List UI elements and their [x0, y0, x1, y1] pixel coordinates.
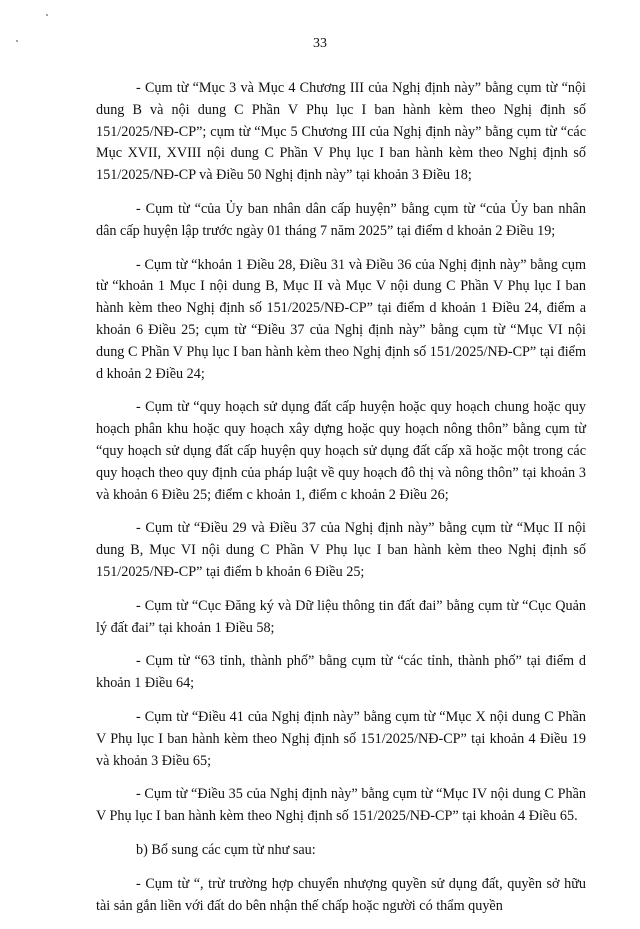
paragraph-amendment-6: - Cụm từ “Cục Đăng ký và Dữ liệu thông tin đất đai” bằng cụm từ “Cục Quản lý đất đai” tại khoản 1 Điều 58;: [96, 597, 586, 636]
paragraph-amendment-5: - Cụm từ “Điều 29 và Điều 37 của Nghị định này” bằng cụm từ “Mục II nội dung B, Mục VI nội dung C Phần V Phụ lục I ban hành kèm theo Nghị định số 151/2025/NĐ-CP” tại điểm b khoản 6 Điều 25;: [96, 520, 586, 580]
paragraph-amendment-2: - Cụm từ “của Ủy ban nhân dân cấp huyện” bằng cụm từ “của Ủy ban nhân dân cấp huyện lập trước ngày 01 tháng 7 năm 2025” tại điểm d khoản 2 Điều 19;: [96, 200, 586, 239]
paragraph-amendment-3: - Cụm từ “khoản 1 Điều 28, Điều 31 và Điều 36 của Nghị định này” bằng cụm từ “khoản 1 Mục I nội dung B, Mục II và Mục V nội dung C Phần V Phụ lục I ban hành kèm theo Nghị định số 151/2025/NĐ-CP” tại điểm d khoản 1 Điều 24, điểm a khoản 6 Điều 25; cụm từ “Điều 37 của Nghị định này” bằng cụm từ “Mục VI nội dung C Phần V Phụ lục I ban hành kèm theo Nghị định số 151/2025/NĐ-CP” tại điểm d khoản 2 Điều 24;: [96, 256, 586, 382]
document-body: [96, 78, 586, 929]
paragraph-amendment-4: - Cụm từ “quy hoạch sử dụng đất cấp huyện hoặc quy hoạch chung hoặc quy hoạch phân khu hoặc quy hoạch xây dựng hoặc quy hoạch nông thôn” bằng cụm từ “quy hoạch sử dụng đất cấp huyện quy hoạch sử dụng đất cấp xã hoặc một trong các quy hoạch theo quy định của pháp luật về quy hoạch đô thị và nông thôn” tại khoản 3 và khoản 6 Điều 25; điểm c khoản 1, điểm c khoản 2 Điều 26;: [96, 399, 586, 503]
page-number: 33: [313, 36, 327, 51]
paragraph-amendment-7: - Cụm từ “63 tỉnh, thành phố” bằng cụm từ “các tỉnh, thành phố” tại điểm d khoản 1 Điều 64;: [96, 653, 586, 692]
paragraph-amendment-8: - Cụm từ “Điều 41 của Nghị định này” bằng cụm từ “Mục X nội dung C Phần V Phụ lục I ban hành kèm theo Nghị định số 151/2025/NĐ-CP” tại khoản 4 Điều 19 và khoản 3 Điều 65;: [96, 708, 586, 769]
paragraph-amendment-9: - Cụm từ “Điều 35 của Nghị định này” bằng cụm từ “Mục IV nội dung C Phần V Phụ lục I ban hành kèm theo Nghị định số 151/2025/NĐ-CP” tại khoản 4 Điều 65.: [96, 786, 586, 825]
paragraph-addition-1: - Cụm từ “, trừ trường hợp chuyển nhượng quyền sử dụng đất, quyền sở hữu tài sản gắn liền với đất do bên nhận thế chấp hoặc người có thẩm quyền: [96, 875, 586, 914]
section-heading-b: b) Bổ sung các cụm từ như sau:: [136, 841, 316, 858]
paragraph-amendment-1: - Cụm từ “Mục 3 và Mục 4 Chương III của Nghị định này” bằng cụm từ “nội dung B và nội dung C Phần V Phụ lục I ban hành kèm theo Nghị định số 151/2025/NĐ-CP”; cụm từ “Mục 5 Chương III của Nghị định này” bằng cụm từ “các Mục XVII, XVIII nội dung C Phần V Phụ lục I ban hành kèm theo Nghị định số 151/2025/NĐ-CP và Điều 50 Nghị định này” tại khoản 3 Điều 18;: [96, 80, 586, 184]
scan-speck: [46, 14, 48, 16]
